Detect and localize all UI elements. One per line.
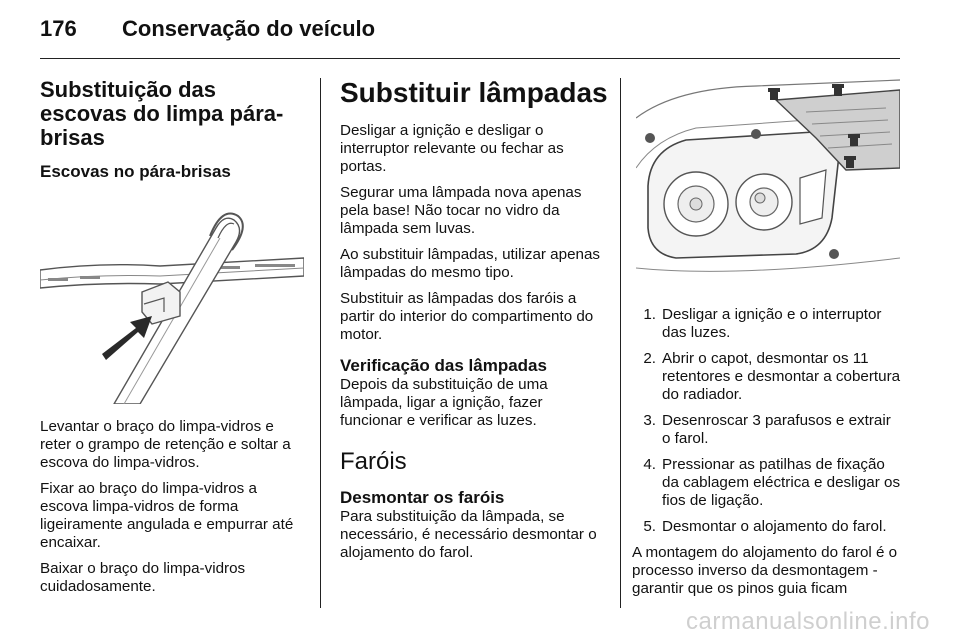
bulb-check-text: Depois da substituição de uma lâmpada, ligar a ignição, fazer funcionar e verificar as luzes. (340, 376, 548, 429)
bulbs-paragraph-3: Ao substituir lâmpadas, utilizar apenas lâmpadas do mesmo tipo. (340, 246, 601, 281)
headlight-assembly-illustration (636, 78, 900, 288)
column-bulbs (340, 78, 608, 570)
list-item: 2. Abrir o capot, desmontar os 11 retentores e desmontar a cobertura do radiador. (643, 350, 901, 403)
headlight-removal-steps (636, 306, 902, 536)
section-heading-bulbs: Substituir lâmpadas (340, 77, 608, 108)
column-headlight-steps (632, 78, 902, 606)
page-header (40, 16, 375, 46)
header-rule (40, 58, 900, 59)
wiper-paragraph-1: Levantar o braço do limpa-vidros e reter o grampo de retenção e soltar a escova do limpa-vidros. (40, 418, 291, 471)
page-number: 176 (40, 16, 77, 41)
subheading-windshield-wipers: Escovas no pára-brisas (40, 162, 231, 181)
section-heading-headlights: Faróis (340, 448, 407, 475)
chapter-title: Conservação do veículo (122, 16, 376, 41)
bulbs-paragraph-2: Segurar uma lâmpada nova apenas pela base! Não tocar no vidro da lâmpada sem luvas. (340, 184, 582, 237)
assembly-note: A montagem do alojamento do farol é o processo inverso da desmontagem - garantir que os pinos guia ficam (632, 544, 898, 597)
list-item: 5. Desmontar o alojamento do farol. (643, 518, 887, 535)
bulbs-paragraph-4: Substituir as lâmpadas dos faróis a partir do interior do compartimento do motor. (340, 290, 594, 343)
wiper-paragraph-3: Baixar o braço do limpa-vidros cuidadosamente. (40, 560, 246, 595)
list-item: 1. Desligar a ignição e o interruptor das luzes. (643, 306, 882, 341)
section-heading-wiper: Substituição das escovas do limpa pára-brisas (40, 77, 284, 150)
list-item: 3. Desenroscar 3 parafusos e extrair o farol. (643, 412, 891, 447)
wiper-arm-illustration (40, 192, 304, 404)
column-divider-1 (320, 78, 321, 608)
bulbs-paragraph-1: Desligar a ignição e desligar o interruptor relevante ou fechar as portas. (340, 122, 564, 175)
list-item: 4. Pressionar as patilhas de fixação da cablagem eléctrica e desligar os fios de ligação. (643, 456, 901, 509)
watermark: carmanualsonline.info (686, 608, 930, 635)
column-wiper (40, 78, 306, 604)
remove-headlights-text: Para substituição da lâmpada, se necessário, é necessário desmontar o alojamento do farol. (340, 508, 597, 561)
subheading-remove-headlights: Desmontar os faróis (340, 488, 505, 507)
column-divider-2 (620, 78, 621, 608)
subheading-bulb-check: Verificação das lâmpadas (340, 356, 547, 375)
wiper-paragraph-2: Fixar ao braço do limpa-vidros a escova limpa-vidros de forma ligeiramente angulada e empurrar até encaixar. (40, 480, 294, 551)
